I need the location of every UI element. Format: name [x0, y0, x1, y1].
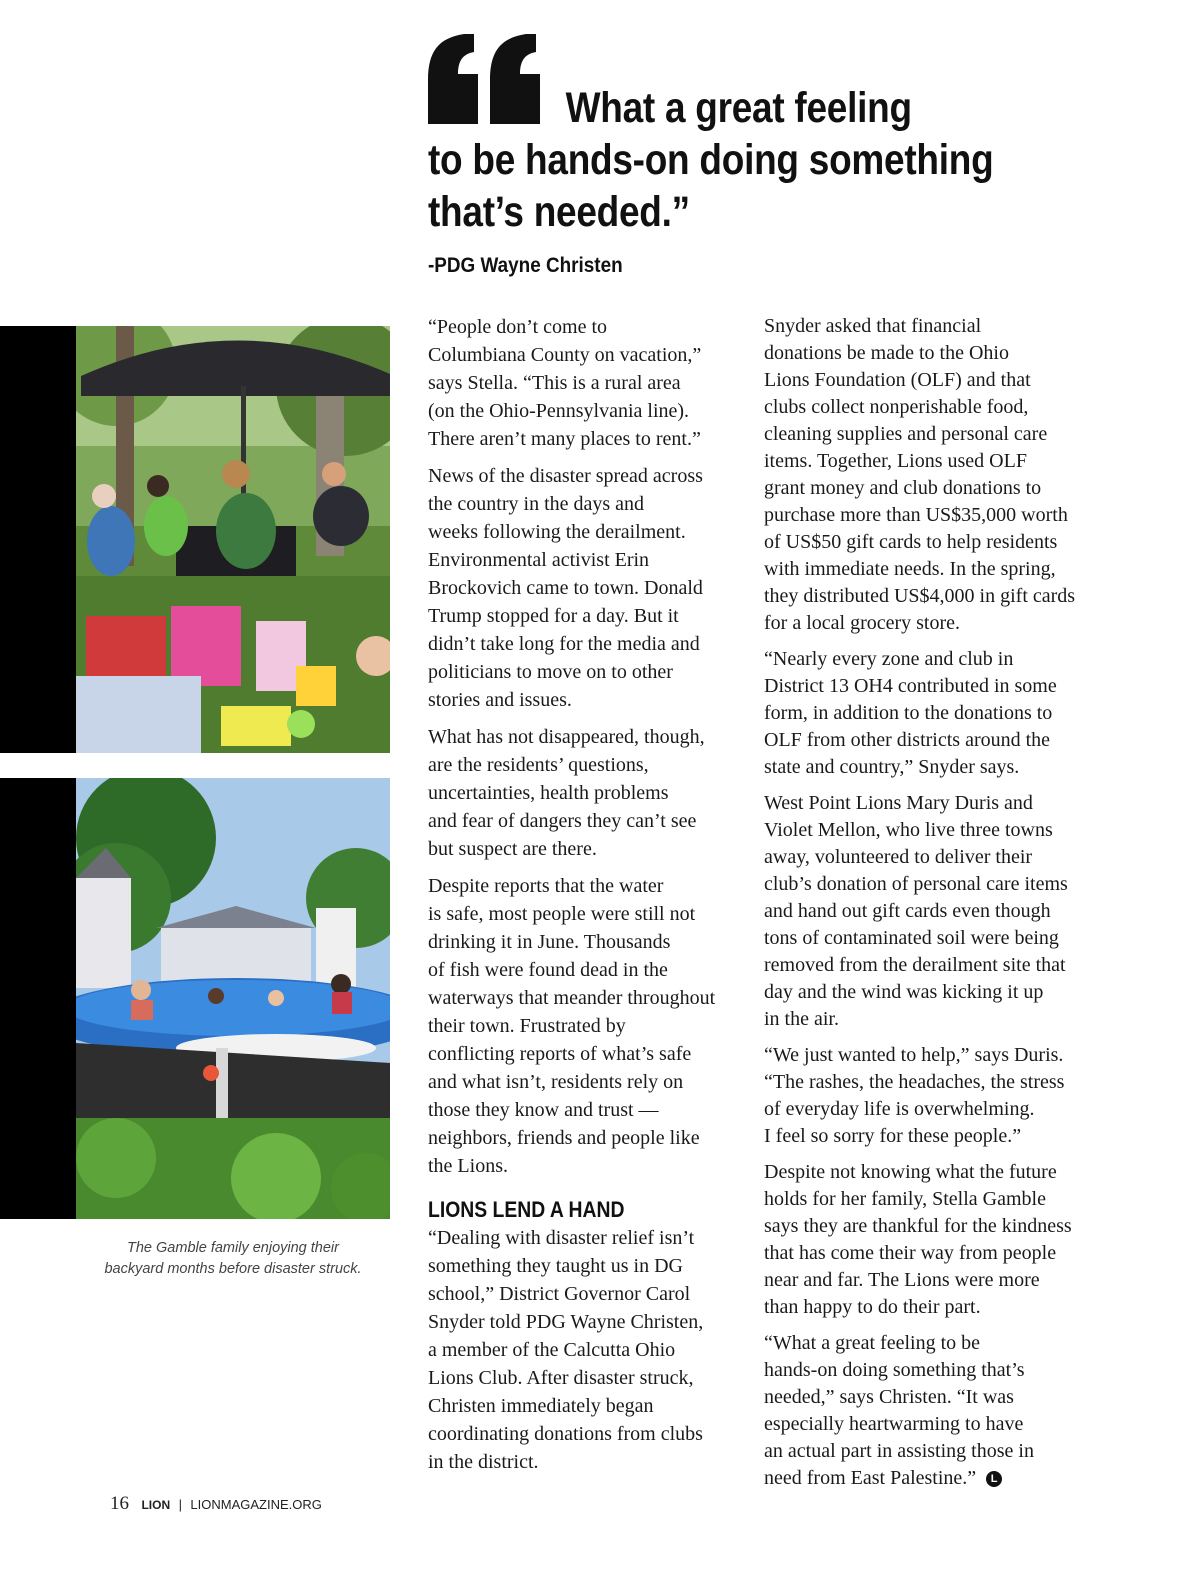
- text-line: drinking it in June. Thousands: [428, 931, 671, 953]
- article-paragraph: [764, 646, 1094, 781]
- text-line: Columbiana County on vacation,”: [428, 344, 702, 366]
- text-line: What has not disappeared, though,: [428, 726, 705, 748]
- decorative-bar: [0, 326, 76, 753]
- text-line: District 13 OH4 contributed in some: [764, 675, 1057, 697]
- text-line: something they taught us in DG: [428, 1255, 683, 1277]
- text-line: coordinating donations from clubs: [428, 1423, 703, 1445]
- text-line: their town. Frustrated by: [428, 1015, 626, 1037]
- pull-quote-attribution: -PDG Wayne Christen: [428, 254, 623, 277]
- article-paragraph: [428, 462, 728, 714]
- text-line: “People don’t come to: [428, 316, 608, 338]
- decorative-bar: [0, 778, 76, 1219]
- pull-quote-line: that’s needed.”: [428, 188, 690, 236]
- text-line: politicians to move on to other: [428, 661, 673, 683]
- article-paragraph: [764, 790, 1094, 1033]
- text-line: stories and issues.: [428, 689, 572, 711]
- article-paragraph: [428, 313, 728, 453]
- text-line: didn’t take long for the media and: [428, 633, 700, 655]
- photo-backyard-gathering: [76, 326, 390, 753]
- text-line: removed from the derailment site that: [764, 954, 1066, 976]
- text-line: West Point Lions Mary Duris and: [764, 792, 1033, 814]
- pull-quote: [428, 82, 994, 238]
- text-line: Despite not knowing what the future: [764, 1161, 1057, 1183]
- page-footer: [110, 1493, 322, 1515]
- article-paragraph: [764, 1042, 1094, 1150]
- magazine-name: LION: [141, 1498, 171, 1512]
- text-line: away, volunteered to deliver their: [764, 846, 1033, 868]
- text-line: Snyder asked that financial: [764, 315, 982, 337]
- text-line: Lions Foundation (OLF) and that: [764, 369, 1031, 391]
- article-column-1: [428, 313, 728, 1485]
- text-line: school,” District Governor Carol: [428, 1283, 691, 1305]
- text-line: Christen immediately began: [428, 1395, 654, 1417]
- text-line: cleaning supplies and personal care: [764, 423, 1048, 445]
- pull-quote-line: What a great feeling: [565, 84, 912, 132]
- text-line: of fish were found dead in the: [428, 959, 668, 981]
- article-paragraph: [764, 1330, 1094, 1492]
- text-line: clubs collect nonperishable food,: [764, 396, 1029, 418]
- text-line: Despite reports that the water: [428, 875, 664, 897]
- text-line: an actual part in assisting those in: [764, 1440, 1034, 1462]
- text-line: “We just wanted to help,” says Duris.: [764, 1044, 1064, 1066]
- text-line: that has come their way from people: [764, 1242, 1057, 1264]
- text-line: Violet Mellon, who live three towns: [764, 819, 1053, 841]
- text-line: club’s donation of personal care items: [764, 873, 1068, 895]
- text-line: weeks following the derailment.: [428, 521, 686, 543]
- footer-separator: |: [178, 1497, 182, 1512]
- text-line: tons of contaminated soil were being: [764, 927, 1059, 949]
- photo-backyard-pool: [76, 778, 390, 1219]
- text-line: says they are thankful for the kindness: [764, 1215, 1072, 1237]
- text-line: neighbors, friends and people like: [428, 1127, 700, 1149]
- text-line: with immediate needs. In the spring,: [764, 558, 1056, 580]
- text-line: “The rashes, the headaches, the stress: [764, 1071, 1065, 1093]
- article-paragraph: [428, 872, 728, 1180]
- text-line: are the residents’ questions,: [428, 754, 649, 776]
- text-line: “What a great feeling to be: [764, 1332, 980, 1354]
- text-line: day and the wind was kicking it up: [764, 981, 1044, 1003]
- text-line: waterways that meander throughout: [428, 987, 716, 1009]
- article-column-2: [764, 313, 1094, 1501]
- text-line: than happy to do their part.: [764, 1296, 981, 1318]
- text-line: “Nearly every zone and club in: [764, 648, 1014, 670]
- text-line: those they know and trust —: [428, 1099, 659, 1121]
- text-line: grant money and club donations to: [764, 477, 1042, 499]
- text-line: donations be made to the Ohio: [764, 342, 1009, 364]
- text-line: for a local grocery store.: [764, 612, 961, 634]
- text-line: a member of the Calcutta Ohio: [428, 1339, 676, 1361]
- text-line: conflicting reports of what’s safe: [428, 1043, 692, 1065]
- article-paragraph: [764, 1159, 1094, 1321]
- text-line: form, in addition to the donations to: [764, 702, 1053, 724]
- text-line: they distributed US$4,000 in gift cards: [764, 585, 1076, 607]
- website-link[interactable]: LIONMAGAZINE.ORG: [190, 1497, 322, 1512]
- text-line: and hand out gift cards even though: [764, 900, 1051, 922]
- text-line: OLF from other districts around the: [764, 729, 1051, 751]
- article-paragraph: [428, 723, 728, 863]
- text-line: There aren’t many places to rent.”: [428, 428, 701, 450]
- text-line: Environmental activist Erin: [428, 549, 650, 571]
- text-line: but suspect are there.: [428, 838, 597, 860]
- text-line: “Dealing with disaster relief isn’t: [428, 1227, 695, 1249]
- text-line: in the district.: [428, 1451, 539, 1473]
- text-line-content: need from East Palestine.”: [764, 1467, 977, 1489]
- text-line: Snyder told PDG Wayne Christen,: [428, 1311, 704, 1333]
- text-line: of US$50 gift cards to help residents: [764, 531, 1058, 553]
- text-line: near and far. The Lions were more: [764, 1269, 1040, 1291]
- text-line: uncertainties, health problems: [428, 782, 669, 804]
- text-line: Trump stopped for a day. But it: [428, 605, 679, 627]
- text-line: in the air.: [764, 1008, 839, 1030]
- text-line: items. Together, Lions used OLF: [764, 450, 1027, 472]
- text-line: holds for her family, Stella Gamble: [764, 1188, 1046, 1210]
- text-line: especially heartwarming to have: [764, 1413, 1024, 1435]
- text-line: is safe, most people were still not: [428, 903, 696, 925]
- text-line: I feel so sorry for these people.”: [764, 1125, 1022, 1147]
- text-line: the country in the days and: [428, 493, 645, 515]
- article-paragraph: [428, 1224, 728, 1476]
- caption-line: backyard months before disaster struck.: [104, 1261, 362, 1277]
- page-number: 16: [110, 1493, 129, 1514]
- text-line: state and country,” Snyder says.: [764, 756, 1020, 778]
- article-paragraph: [764, 313, 1094, 637]
- text-line: Lions Club. After disaster struck,: [428, 1367, 694, 1389]
- caption-line: The Gamble family enjoying their: [127, 1240, 339, 1256]
- text-line: of everyday life is overwhelming.: [764, 1098, 1035, 1120]
- text-line: Brockovich came to town. Donald: [428, 577, 703, 599]
- text-line: needed,” says Christen. “It was: [764, 1386, 1014, 1408]
- text-line: and what isn’t, residents rely on: [428, 1071, 684, 1093]
- pull-quote-line: to be hands-on doing something: [428, 136, 994, 184]
- text-line: hands-on doing something that’s: [764, 1359, 1025, 1381]
- lion-end-mark-icon: L: [986, 1471, 1002, 1487]
- text-line: (on the Ohio-Pennsylvania line).: [428, 400, 690, 422]
- text-line: News of the disaster spread across: [428, 465, 703, 487]
- text-line: [764, 1465, 1094, 1492]
- text-line: the Lions.: [428, 1155, 508, 1177]
- text-line: and fear of dangers they can’t see: [428, 810, 697, 832]
- text-line: purchase more than US$35,000 worth: [764, 504, 1068, 526]
- section-subhead: LIONS LEND A HAND: [428, 1197, 625, 1222]
- text-line: says Stella. “This is a rural area: [428, 372, 681, 394]
- photo-caption: [76, 1238, 390, 1280]
